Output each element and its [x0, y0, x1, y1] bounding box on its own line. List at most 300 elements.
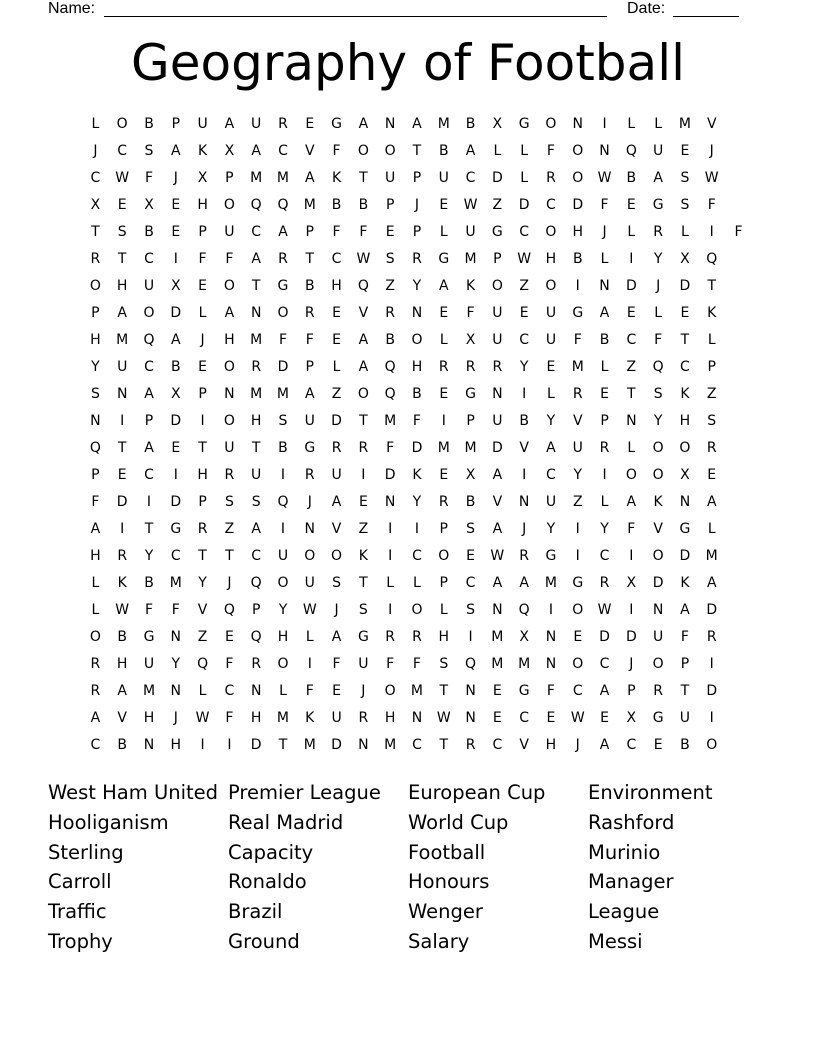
grid-letter[interactable]: A: [358, 359, 369, 375]
grid-letter[interactable]: Y: [519, 359, 529, 375]
grid-letter[interactable]: P: [91, 467, 100, 483]
grid-letter[interactable]: I: [200, 737, 205, 753]
grid-letter[interactable]: R: [465, 737, 476, 753]
grid-letter[interactable]: D: [411, 440, 423, 456]
grid-letter[interactable]: F: [412, 413, 421, 429]
grid-letter[interactable]: O: [304, 548, 316, 564]
grid-letter[interactable]: L: [547, 386, 555, 402]
grid-letter[interactable]: L: [600, 494, 609, 510]
grid-letter[interactable]: F: [600, 197, 609, 213]
grid-letter[interactable]: K: [653, 494, 663, 510]
grid-letter[interactable]: Q: [518, 602, 530, 618]
grid-letter[interactable]: W: [115, 170, 130, 186]
grid-letter[interactable]: B: [144, 575, 154, 591]
grid-letter[interactable]: J: [602, 224, 607, 240]
grid-letter[interactable]: M: [437, 116, 450, 132]
grid-letter[interactable]: O: [572, 170, 584, 186]
grid-letter[interactable]: L: [681, 224, 689, 240]
grid-letter[interactable]: J: [200, 332, 205, 348]
grid-letter[interactable]: P: [198, 386, 207, 402]
grid-letter[interactable]: M: [250, 170, 263, 186]
grid-letter[interactable]: U: [224, 224, 235, 240]
grid-letter[interactable]: Z: [358, 521, 369, 537]
grid-letter[interactable]: I: [173, 467, 178, 483]
grid-letter[interactable]: B: [144, 224, 154, 240]
grid-letter[interactable]: M: [250, 386, 263, 402]
grid-letter[interactable]: N: [170, 629, 182, 645]
grid-letter[interactable]: Q: [652, 359, 664, 375]
grid-letter[interactable]: M: [464, 251, 477, 267]
grid-letter[interactable]: U: [653, 629, 664, 645]
grid-letter[interactable]: J: [414, 197, 420, 213]
grid-letter[interactable]: U: [465, 224, 476, 240]
grid-letter[interactable]: L: [279, 683, 287, 699]
grid-letter[interactable]: I: [629, 602, 634, 618]
grid-letter[interactable]: A: [251, 143, 261, 159]
grid-letter[interactable]: F: [734, 224, 743, 240]
grid-letter[interactable]: I: [388, 521, 393, 537]
grid-letter[interactable]: H: [545, 737, 557, 753]
grid-letter[interactable]: W: [302, 602, 317, 618]
grid-letter[interactable]: U: [143, 656, 155, 672]
grid-letter[interactable]: U: [117, 359, 128, 375]
grid-letter[interactable]: U: [438, 170, 449, 186]
grid-letter[interactable]: R: [90, 656, 101, 672]
grid-letter[interactable]: E: [332, 683, 341, 699]
grid-letter[interactable]: N: [411, 305, 423, 321]
grid-letter[interactable]: Y: [91, 359, 100, 375]
grid-letter[interactable]: O: [652, 467, 664, 483]
grid-letter[interactable]: E: [600, 710, 609, 726]
grid-letter[interactable]: G: [518, 683, 530, 699]
grid-letter[interactable]: H: [411, 359, 423, 375]
grid-letter[interactable]: Y: [412, 494, 422, 510]
grid-letter[interactable]: F: [305, 683, 314, 699]
grid-letter[interactable]: U: [545, 494, 557, 510]
grid-letter[interactable]: R: [358, 710, 369, 726]
grid-letter[interactable]: S: [332, 575, 342, 591]
grid-letter[interactable]: F: [144, 170, 154, 186]
grid-letter[interactable]: N: [465, 683, 476, 699]
grid-letter[interactable]: E: [171, 224, 181, 240]
grid-letter[interactable]: D: [331, 737, 342, 753]
grid-letter[interactable]: L: [91, 602, 100, 618]
grid-letter[interactable]: D: [250, 737, 262, 753]
grid-letter[interactable]: C: [170, 548, 181, 564]
grid-letter[interactable]: A: [680, 602, 690, 618]
grid-letter[interactable]: C: [331, 251, 342, 267]
grid-letter[interactable]: M: [303, 737, 316, 753]
grid-letter[interactable]: T: [278, 737, 288, 753]
grid-letter[interactable]: S: [385, 251, 395, 267]
grid-letter[interactable]: A: [412, 116, 422, 132]
grid-letter[interactable]: I: [709, 710, 714, 726]
grid-letter[interactable]: L: [654, 305, 663, 321]
grid-letter[interactable]: V: [572, 413, 583, 429]
grid-letter[interactable]: L: [305, 629, 314, 645]
grid-letter[interactable]: P: [251, 602, 261, 618]
grid-letter[interactable]: R: [251, 359, 262, 375]
grid-letter[interactable]: J: [334, 602, 339, 618]
grid-letter[interactable]: R: [412, 629, 422, 645]
grid-letter[interactable]: X: [626, 710, 637, 726]
grid-letter[interactable]: D: [384, 467, 396, 483]
grid-letter[interactable]: J: [173, 170, 178, 186]
grid-letter[interactable]: I: [388, 548, 393, 564]
grid-letter[interactable]: A: [331, 494, 342, 510]
grid-letter[interactable]: I: [468, 629, 473, 645]
grid-letter[interactable]: A: [251, 521, 261, 537]
grid-letter[interactable]: O: [706, 737, 718, 753]
grid-letter[interactable]: D: [518, 197, 530, 213]
grid-letter[interactable]: B: [358, 197, 369, 213]
grid-letter[interactable]: J: [522, 521, 527, 537]
grid-letter[interactable]: Q: [89, 440, 101, 456]
grid-letter[interactable]: W: [195, 710, 210, 726]
grid-letter[interactable]: D: [572, 197, 584, 213]
grid-letter[interactable]: K: [331, 170, 342, 186]
grid-letter[interactable]: P: [144, 413, 154, 429]
grid-letter[interactable]: Z: [572, 494, 583, 510]
grid-letter[interactable]: G: [438, 251, 450, 267]
grid-letter[interactable]: J: [93, 143, 98, 159]
grid-letter[interactable]: L: [413, 575, 421, 591]
grid-letter[interactable]: O: [277, 305, 289, 321]
grid-letter[interactable]: N: [492, 386, 503, 402]
grid-letter[interactable]: N: [599, 143, 610, 159]
grid-letter[interactable]: M: [276, 386, 290, 402]
grid-letter[interactable]: M: [464, 440, 477, 456]
grid-letter[interactable]: F: [412, 656, 421, 672]
grid-letter[interactable]: O: [277, 656, 289, 672]
grid-letter[interactable]: I: [709, 224, 714, 240]
grid-letter[interactable]: Y: [546, 413, 556, 429]
grid-letter[interactable]: B: [170, 359, 181, 375]
grid-letter[interactable]: R: [653, 224, 663, 240]
grid-letter[interactable]: I: [200, 413, 205, 429]
grid-letter[interactable]: D: [679, 278, 691, 294]
grid-letter[interactable]: H: [277, 629, 289, 645]
grid-letter[interactable]: E: [573, 629, 583, 645]
grid-letter[interactable]: F: [91, 494, 100, 510]
grid-letter[interactable]: M: [276, 710, 290, 726]
grid-letter[interactable]: E: [519, 305, 529, 321]
grid-letter[interactable]: J: [656, 278, 661, 294]
grid-letter[interactable]: P: [627, 683, 636, 699]
grid-letter[interactable]: V: [197, 602, 208, 618]
grid-letter[interactable]: O: [143, 305, 155, 321]
grid-letter[interactable]: H: [116, 656, 128, 672]
grid-letter[interactable]: N: [358, 737, 369, 753]
grid-letter[interactable]: P: [680, 656, 690, 672]
grid-letter[interactable]: R: [653, 683, 663, 699]
grid-letter[interactable]: K: [680, 386, 690, 402]
grid-letter[interactable]: K: [707, 305, 717, 321]
grid-letter[interactable]: I: [227, 737, 232, 753]
grid-letter[interactable]: O: [652, 440, 664, 456]
grid-letter[interactable]: A: [653, 170, 663, 186]
grid-letter[interactable]: D: [116, 494, 128, 510]
grid-letter[interactable]: F: [332, 143, 341, 159]
grid-letter[interactable]: H: [90, 548, 101, 564]
grid-letter[interactable]: E: [439, 197, 449, 213]
grid-letter[interactable]: S: [439, 656, 449, 672]
grid-letter[interactable]: W: [436, 710, 451, 726]
grid-letter[interactable]: Q: [277, 494, 289, 510]
grid-letter[interactable]: W: [115, 602, 130, 618]
grid-letter[interactable]: E: [707, 467, 717, 483]
grid-letter[interactable]: F: [573, 332, 582, 348]
grid-letter[interactable]: P: [707, 359, 716, 375]
grid-letter[interactable]: P: [412, 170, 422, 186]
grid-letter[interactable]: C: [519, 332, 530, 348]
grid-letter[interactable]: W: [517, 251, 532, 267]
grid-letter[interactable]: R: [599, 575, 610, 591]
grid-letter[interactable]: E: [466, 548, 475, 564]
date-line[interactable]: [673, 16, 739, 17]
grid-letter[interactable]: U: [197, 116, 208, 132]
grid-letter[interactable]: C: [599, 656, 610, 672]
grid-letter[interactable]: S: [653, 386, 663, 402]
grid-letter[interactable]: R: [304, 305, 315, 321]
grid-letter[interactable]: B: [331, 197, 342, 213]
grid-letter[interactable]: N: [304, 521, 316, 537]
grid-letter[interactable]: H: [197, 197, 208, 213]
grid-letter[interactable]: R: [546, 170, 556, 186]
grid-letter[interactable]: S: [358, 602, 368, 618]
grid-letter[interactable]: C: [251, 548, 262, 564]
grid-letter[interactable]: U: [492, 413, 503, 429]
grid-letter[interactable]: M: [384, 737, 397, 753]
grid-letter[interactable]: R: [197, 521, 208, 537]
grid-letter[interactable]: D: [331, 413, 342, 429]
grid-letter[interactable]: T: [707, 278, 716, 294]
grid-letter[interactable]: L: [332, 359, 341, 375]
grid-letter[interactable]: N: [545, 656, 557, 672]
grid-letter[interactable]: A: [358, 116, 369, 132]
grid-letter[interactable]: C: [90, 170, 101, 186]
grid-letter[interactable]: I: [414, 521, 420, 537]
grid-letter[interactable]: C: [599, 548, 610, 564]
grid-letter[interactable]: D: [625, 629, 637, 645]
grid-letter[interactable]: A: [438, 278, 449, 294]
grid-letter[interactable]: R: [278, 116, 288, 132]
grid-letter[interactable]: D: [599, 629, 610, 645]
grid-letter[interactable]: C: [278, 143, 288, 159]
grid-letter[interactable]: F: [386, 656, 395, 672]
grid-letter[interactable]: Y: [546, 521, 556, 537]
grid-letter[interactable]: A: [599, 737, 610, 753]
grid-letter[interactable]: X: [224, 143, 235, 159]
grid-letter[interactable]: Z: [224, 521, 235, 537]
grid-letter[interactable]: M: [384, 413, 397, 429]
grid-letter[interactable]: R: [438, 494, 449, 510]
grid-letter[interactable]: B: [680, 737, 690, 753]
grid-letter[interactable]: P: [439, 521, 448, 537]
grid-letter[interactable]: R: [438, 359, 449, 375]
grid-letter[interactable]: F: [144, 602, 154, 618]
grid-letter[interactable]: D: [625, 278, 637, 294]
grid-letter[interactable]: I: [629, 548, 634, 564]
grid-letter[interactable]: D: [491, 170, 503, 186]
grid-letter[interactable]: L: [386, 575, 395, 591]
grid-letter[interactable]: H: [90, 332, 101, 348]
grid-letter[interactable]: E: [492, 683, 502, 699]
grid-letter[interactable]: F: [332, 224, 341, 240]
grid-letter[interactable]: R: [278, 251, 288, 267]
grid-letter[interactable]: U: [251, 467, 262, 483]
grid-letter[interactable]: H: [572, 224, 583, 240]
grid-letter[interactable]: Y: [198, 575, 207, 591]
grid-letter[interactable]: M: [250, 332, 263, 348]
grid-letter[interactable]: Q: [357, 278, 369, 294]
grid-letter[interactable]: S: [466, 602, 475, 618]
grid-letter[interactable]: A: [492, 467, 503, 483]
grid-letter[interactable]: T: [439, 737, 449, 753]
grid-letter[interactable]: H: [250, 413, 262, 429]
grid-letter[interactable]: A: [626, 494, 637, 510]
grid-letter[interactable]: C: [680, 359, 690, 375]
grid-letter[interactable]: U: [143, 278, 155, 294]
grid-letter[interactable]: K: [117, 575, 127, 591]
grid-letter[interactable]: T: [251, 440, 261, 456]
grid-letter[interactable]: E: [492, 710, 502, 726]
grid-letter[interactable]: P: [600, 413, 609, 429]
grid-letter[interactable]: E: [600, 386, 609, 402]
grid-letter[interactable]: J: [307, 494, 312, 510]
grid-letter[interactable]: L: [91, 575, 100, 591]
grid-letter[interactable]: A: [117, 305, 127, 321]
grid-letter[interactable]: U: [653, 143, 664, 159]
grid-letter[interactable]: I: [361, 467, 366, 483]
grid-letter[interactable]: A: [465, 143, 476, 159]
grid-letter[interactable]: M: [518, 656, 531, 672]
grid-letter[interactable]: X: [680, 251, 690, 267]
grid-letter[interactable]: V: [492, 494, 503, 510]
grid-letter[interactable]: G: [518, 116, 530, 132]
grid-letter[interactable]: B: [117, 629, 127, 645]
grid-letter[interactable]: B: [519, 413, 529, 429]
grid-letter[interactable]: E: [358, 494, 368, 510]
grid-letter[interactable]: R: [251, 656, 262, 672]
grid-letter[interactable]: A: [144, 386, 154, 402]
grid-letter[interactable]: F: [332, 656, 341, 672]
grid-letter[interactable]: N: [170, 683, 182, 699]
grid-letter[interactable]: E: [198, 359, 208, 375]
grid-letter[interactable]: Q: [250, 575, 262, 591]
grid-letter[interactable]: P: [305, 359, 314, 375]
grid-letter[interactable]: R: [90, 251, 101, 267]
grid-letter[interactable]: O: [652, 656, 664, 672]
grid-letter[interactable]: E: [626, 305, 636, 321]
grid-letter[interactable]: Q: [277, 197, 289, 213]
grid-letter[interactable]: A: [706, 494, 717, 510]
grid-letter[interactable]: Q: [250, 197, 262, 213]
grid-letter[interactable]: J: [173, 710, 178, 726]
grid-letter[interactable]: C: [519, 710, 530, 726]
grid-letter[interactable]: C: [465, 575, 476, 591]
grid-letter[interactable]: O: [331, 548, 343, 564]
grid-letter[interactable]: O: [384, 683, 396, 699]
grid-letter[interactable]: O: [679, 440, 691, 456]
grid-letter[interactable]: J: [227, 575, 232, 591]
grid-letter[interactable]: I: [709, 656, 714, 672]
grid-letter[interactable]: B: [412, 386, 422, 402]
grid-letter[interactable]: B: [465, 116, 476, 132]
grid-letter[interactable]: O: [384, 143, 396, 159]
grid-letter[interactable]: C: [492, 737, 503, 753]
grid-letter[interactable]: U: [358, 656, 369, 672]
grid-letter[interactable]: N: [411, 710, 423, 726]
grid-letter[interactable]: I: [602, 467, 607, 483]
grid-letter[interactable]: D: [706, 602, 718, 618]
grid-letter[interactable]: L: [493, 143, 502, 159]
grid-letter[interactable]: Q: [250, 629, 262, 645]
grid-letter[interactable]: M: [491, 656, 504, 672]
grid-letter[interactable]: P: [171, 116, 181, 132]
grid-letter[interactable]: G: [465, 386, 476, 402]
grid-letter[interactable]: W: [570, 710, 585, 726]
grid-letter[interactable]: T: [359, 170, 368, 186]
grid-letter[interactable]: E: [305, 116, 315, 132]
grid-letter[interactable]: A: [492, 521, 503, 537]
grid-letter[interactable]: O: [223, 278, 235, 294]
grid-letter[interactable]: E: [626, 197, 636, 213]
grid-letter[interactable]: A: [599, 683, 610, 699]
grid-letter[interactable]: U: [224, 440, 235, 456]
grid-letter[interactable]: S: [707, 413, 717, 429]
grid-letter[interactable]: S: [251, 494, 261, 510]
grid-letter[interactable]: F: [707, 197, 716, 213]
grid-letter[interactable]: L: [439, 602, 448, 618]
grid-letter[interactable]: I: [388, 602, 393, 618]
grid-letter[interactable]: R: [412, 251, 422, 267]
grid-letter[interactable]: T: [225, 548, 234, 564]
grid-letter[interactable]: B: [385, 332, 395, 348]
grid-letter[interactable]: X: [626, 575, 637, 591]
grid-letter[interactable]: Y: [278, 602, 288, 618]
grid-letter[interactable]: P: [412, 224, 422, 240]
grid-letter[interactable]: E: [439, 305, 449, 321]
grid-letter[interactable]: R: [90, 683, 101, 699]
grid-letter[interactable]: X: [197, 170, 208, 186]
grid-letter[interactable]: U: [492, 305, 503, 321]
grid-letter[interactable]: O: [277, 575, 289, 591]
grid-letter[interactable]: Y: [653, 413, 663, 429]
grid-letter[interactable]: A: [224, 305, 235, 321]
grid-letter[interactable]: D: [170, 305, 182, 321]
grid-letter[interactable]: N: [572, 116, 583, 132]
grid-letter[interactable]: G: [572, 575, 584, 591]
grid-letter[interactable]: S: [278, 413, 288, 429]
grid-letter[interactable]: A: [144, 440, 154, 456]
grid-letter[interactable]: T: [627, 386, 636, 402]
grid-letter[interactable]: B: [599, 332, 610, 348]
grid-letter[interactable]: W: [704, 170, 719, 186]
grid-letter[interactable]: E: [439, 467, 449, 483]
grid-letter[interactable]: T: [680, 332, 690, 348]
grid-letter[interactable]: Y: [144, 548, 154, 564]
grid-letter[interactable]: X: [144, 197, 154, 213]
grid-letter[interactable]: L: [600, 359, 609, 375]
grid-letter[interactable]: J: [575, 737, 580, 753]
grid-letter[interactable]: R: [385, 305, 396, 321]
grid-letter[interactable]: O: [223, 413, 235, 429]
grid-letter[interactable]: Q: [384, 359, 396, 375]
grid-letter[interactable]: T: [412, 143, 422, 159]
grid-letter[interactable]: Q: [706, 251, 718, 267]
grid-letter[interactable]: R: [385, 629, 396, 645]
